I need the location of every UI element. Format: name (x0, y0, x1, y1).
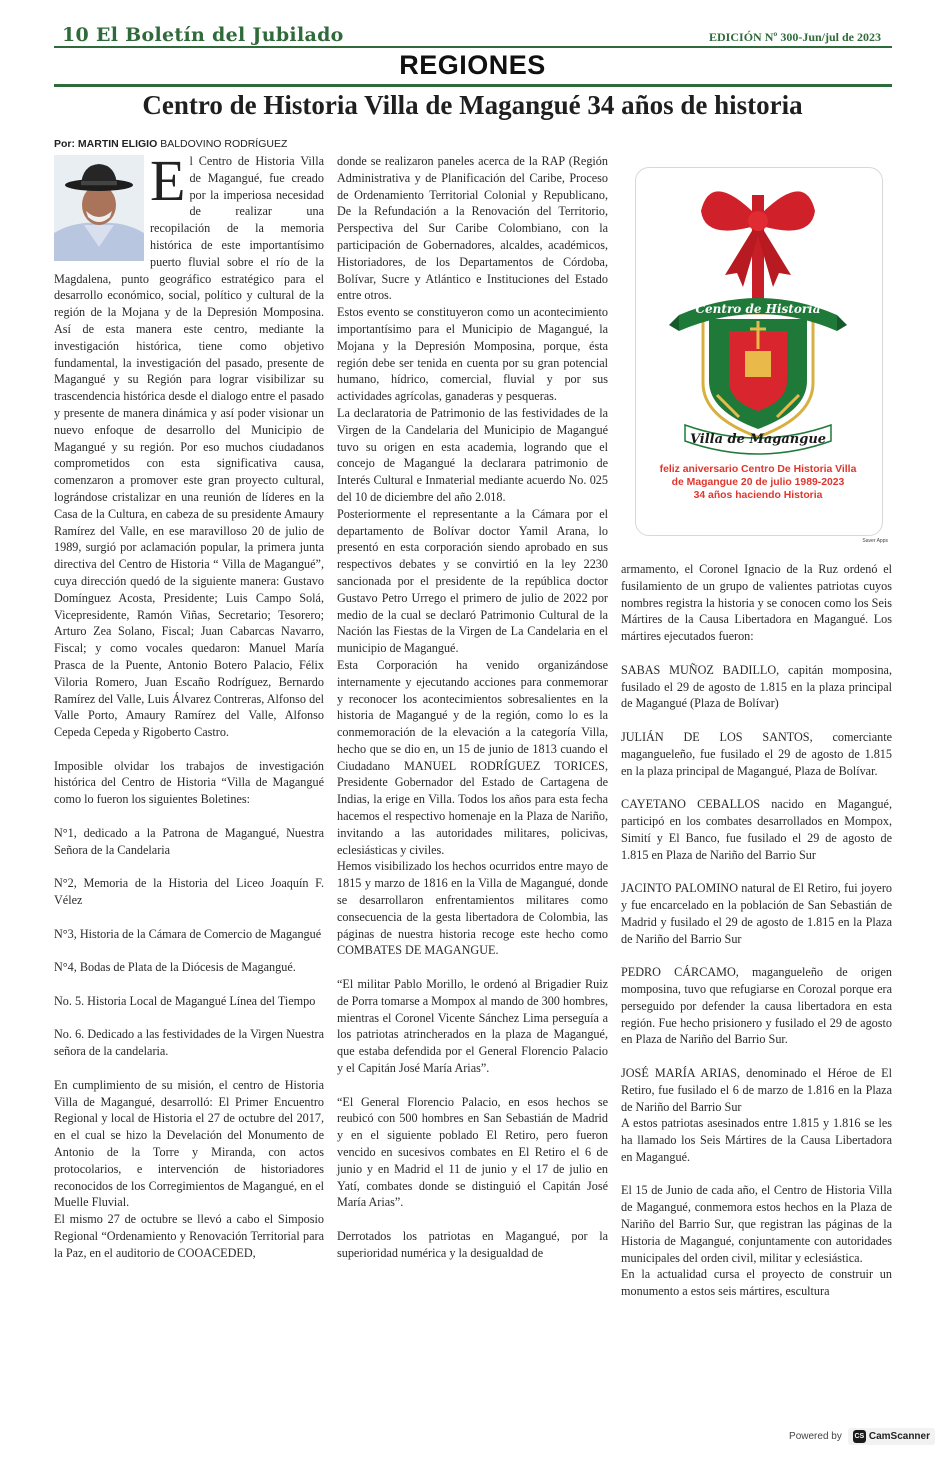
poster-line: 34 años haciendo Historia (693, 490, 823, 502)
paragraph: armamento, el Coronel Ignacio de la Ruz ordenó el fusilamiento de un grupo de valientes patriotas cuyos nombres registra la historia y se conocen como los Seis Mártires de la Causa Libertadora en Magangué. Los mártires ejecutados fueron: (621, 562, 892, 644)
quote-paragraph: “El General Florencio Palacio, en esos hechos se reubicó con 500 hombres en San Sebastián de Madrid y en el siguiente poblado El Retiro, pero fueron vencido en sucesivos combates en El Retiro el 6 de junio y en Madrid el 11 de junio y el 17 de julio en Yatí, combates donde se distinguió el Capitán José María Arias”. (337, 1094, 608, 1210)
paragraph: l Centro de Historia Villa de Magangué, fue creado por la imperiosa necesidad de realizar una recopilación de la memoria histórica de este importantísimo puerto fluvial sobre el río de la Magdalena, punto geográfico estratégico para el desarrollo económico, social, político y cultural de la región de la Mojana y de la Depresión Momposina. Así de esta manera este centro, mediante la investigación histórica, tiene como objetivo fundamental, la investigación del pasado, presente de Magangué y su Región para lograr visibilizar su trascendencia histórica desde el dialogo entre el pasado y presente de manera dinámica y así poder visionar un nuevo enfoque de desarrollo del Municipio de Magangué y su región. Por eso muchos ciudadanos comprometidos con esta significativa causa, comenzaron a promover este gran proyecto cultural, lográndose cristalizar en una reunión de líderes en la Casa de la Cultura, en cabeza de su presidente Amaury Ramírez del Valle, en ese maravilloso 20 de julio de 1989, surgió por aclamación popular, la primera junta directiva del Centro de Historia “ Villa de Magangué”, cuya dirección quedó de la siguiente manera: Gustavo Domínguez Acosta, Presidente; Luis Campo Solá, Vicepresidente, Ramón Viñas, Secretario; Tesorero; Arturo Zea Solano, Fiscal; Juan Cabarcas Navarro, Fiscal; y como vocales quedaron: Manuel María Prasca de la Puente, Antonio Botero Palacio, Félix Viloria Romero, Juan Escaño Rodríguez, Bernardo Ramírez del Valle, Luis Álvarez Contreras, Alfonso del Valle Porto, Amaury Ramírez del Valle, Alfonso Cepeda Cepeda y Rigoberto Castro. (54, 154, 324, 740)
powered-by-label: Powered by (789, 1431, 842, 1442)
paragraph: La declaratoria de Patrimonio de las festividades de la Virgen de la Candelaria del Municipio de Magangué tuvo su origen en esta academia, logrando que el concejo de Magangué la declarara patrimonio de Interés Cultural e Inmaterial mediante acuerdo No. 025 del 10 de diciembre del año 2.018. (337, 405, 608, 504)
camscanner-badge (848, 1428, 935, 1445)
paragraph: donde se realizaron paneles acerca de la RAP (Región Administrativa y de Planificación del Caribe, Proceso de Ordenamiento Territorial Colonial y Republicano, De la Refundación a la Renovación del Territorio, Perspectiva del Sur Caribe Colombiano, con la participación de Gobernadores, alcaldes, académicos, Historiadores, de los Departamentos de Córdoba, Bolívar, Sucre y Atlántico e Instituciones del Estado entre otros. (337, 154, 608, 303)
paragraph: Imposible olvidar los trabajos de investigación histórica del Centro de Historia “Villa de Magangué como lo fueron los siguientes Boletines: (54, 758, 324, 807)
paragraph: Posteriormente el representante a la Cámara por el departamento de Bolívar doctor Yamil Arana, lo presentó en esta corporación siendo aprobado en sus respectivos debates y se convirtió en la ley 2230 sancionada por el presidente de la república doctor Gustavo Petro Urrego el primero de julio de 2022 por medio de la cual se declaró Patrimonio Cultural de la Nación las Fiestas de la Virgen de La Candelaria en el municipio de Magangué. (337, 506, 608, 656)
shield-emblem (621, 155, 892, 455)
list-item: No. 5. Historia Local de Magangué Línea del Tiempo (54, 993, 316, 1008)
column-1 (54, 148, 324, 1262)
ribbon-text: Villa de Magangue (689, 432, 827, 447)
list-item: N°4, Bodas de Plata de la Diócesis de Magangué. (54, 960, 296, 975)
paragraph: A estos patriotas asesinados entre 1.815 y 1.816 se les ha llamado los Seis Mártires de la Causa Libertadora en Magangué. (621, 1116, 892, 1164)
list-item: No. 6. Dedicado a las festividades de la Virgen Nuestra señora de la candelaria. (54, 1027, 324, 1059)
column-3 (621, 561, 892, 1300)
poster-line: feliz aniversario Centro De Historia Villa (659, 464, 857, 475)
list-item: N°2, Memoria de la Historia del Liceo Joaquín F. Vélez (54, 876, 324, 908)
drop-cap: E (150, 148, 186, 213)
martyr-entry: PEDRO CÁRCAMO, magangueleño de origen momposina, tuvo que refugiarse en Corozal porque era perseguido por defender la causa libertadora en esta región. Fue hecho prisionero y fusilado el 29 de agosto en Plaza de Nariño del Barrio Sur. (621, 965, 892, 1047)
camscanner-label: CamScanner (868, 1431, 930, 1442)
section-title: REGIONES (399, 50, 546, 80)
martyr-entry: JULIÁN DE LOS SANTOS, comerciante magangueleño, fue fusilado el 29 de agosto de 1.815 en la plaza principal de Magangué, Plaza de Bolívar. (621, 729, 892, 778)
author-photo (54, 155, 144, 261)
byline-name-rest: BALDOVINO RODRÍGUEZ (160, 138, 288, 150)
paragraph: Hemos visibilizado los hechos ocurridos entre mayo de 1815 y marzo de 1816 en la Villa de Magangué, donde se desarrollaron enfrentamientos militares como consecuencia de la gesta libertadora de Colombia, las páginas de nuestra historia recoge este hecho como COMBATES DE MAGANGUE. (337, 859, 608, 958)
poster-watermark: Saver Apps (862, 538, 888, 544)
shield-icon (703, 313, 813, 437)
martyr-entry: CAYETANO CEBALLOS nacido en Magangué, participó en los combates desarrollados en Mompox, Simití y El Banco, fue fusilado el 29 de agosto de 1.815 en Plaza de Nariño del Barrio Sur (621, 797, 892, 862)
paragraph: Estos evento se constituyeron como un acontecimiento importantísimo para el Municipio de Magangué, la Mojana y la Depresión Momposina, porque, ésta región debe ser tenida en cuenta por su gran potencial humano, hídrico, comercial, fluvial y por sus actividades agrícolas, ganaderas y pesqueras. (337, 305, 608, 404)
paragraph: En cumplimiento de su misión, el centro de Historia Villa de Magangué, desarrolló: El Primer Encuentro Regional y local de Historia el 27 de octubre del 2017, en el cual se hizo la Develación del Monumento de Antonio de la Torre y Miranda, con actos protocolarios, e intervención de historiadores reconocidos de los Corregimientos de Magangué, en el Muelle Fluvial. (54, 1077, 324, 1210)
article-headline: Centro de Historia Villa de Magangué 34 años de historia (142, 90, 803, 120)
scanner-footer (789, 1428, 935, 1445)
header-rule (54, 46, 892, 48)
poster-line: de Magangue 20 de julio 1989-2023 (671, 477, 845, 489)
poster-caption (635, 463, 881, 503)
list-item: N°1, dedicado a la Patrona de Magangué, Nuestra Señora de la Candelaria (54, 825, 324, 857)
section-rule (54, 84, 892, 87)
red-bow-icon (701, 191, 815, 305)
list-item: N°3, Historia de la Cámara de Comercio de Magangué (54, 926, 322, 941)
byline-prefix: Por: (54, 138, 75, 150)
paragraph: El 15 de Junio de cada año, el Centro de Historia Villa de Magangué, conmemora estos hechos en la Plaza de Nariño del Barrio Sur, que registran las páginas de la Historia de Magangué, conjuntamente con autoridades municipales del orden civil, militar y eclesiástica. (621, 1183, 892, 1265)
anniversary-poster (621, 155, 892, 547)
banner-text: Centro de Historia (695, 302, 821, 316)
column-2 (337, 153, 608, 1262)
paragraph: Derrotados los patriotas en Magangué, por la superioridad numérica y la desigualdad de (337, 1229, 608, 1260)
paragraph: Esta Corporación ha venido organizándose internamente y ejecutando acciones para conmemorar y reconocer los acontecimientos sobresalientes en la historia de Magangué y de la región, como lo es la conmemoración de la elevación a la categoría Villa, hecho que se dio en, un 15 de junio de 1813 cuando el Ciudadano MANUEL RODRÍGUEZ TORICES, Presidente Gobernador del Estado de Cartagena de Indias, la erige en Villa. Todos los años para esta fecha hacemos el respectivo homenaje en la Plaza de Nariño, invitando a las autoridades militares, policivas, eclesiásticas y civiles. (337, 657, 608, 857)
martyr-entry: JOSÉ MARÍA ARIAS, denominado el Héroe de El Retiro, fue fusilado el 6 de marzo de 1.816 en la Plaza de Nariño del Barrio Sur (621, 1065, 892, 1114)
quote-paragraph: “El militar Pablo Morillo, le ordenó al Brigadier Ruiz de Porra tomarse a Mompox al mando de 300 hombres, mientras el Coronel Vicente Sánchez Lima perseguía a los patriotas atrincherados en la plaza de Magangué, que estaba defendida por el General Florencio Palacio y el Capitán José María Arias”. (337, 977, 608, 1076)
edition-label: EDICIÓN Nº 300-Jun/jul de 2023 (709, 30, 881, 44)
page-header-title: 10 El Boletín del Jubilado (62, 24, 344, 46)
martyr-entry: SABAS MUÑOZ BADILLO, capitán momposina, fusilado el 29 de agosto de 1.815 en la plaza principal de Magangué (Plaza de Bolívar) (621, 662, 892, 711)
camscanner-logo-icon: CS (853, 1430, 866, 1443)
paragraph: El mismo 27 de octubre se llevó a cabo el Simposio Regional “Ordenamiento y Renovación Territorial para la Paz, en el auditorio de COOACEDED, (54, 1212, 324, 1260)
paragraph: En la actualidad cursa el proyecto de construir un monumento a estos seis mártires, escultura (621, 1267, 892, 1299)
martyr-entry: JACINTO PALOMINO natural de El Retiro, fui joyero y fue encarcelado en la población de San Sebastián de Madrid y fusilado el 29 de agosto de 1.815 en la Plaza de Nariño del Barrio Sur (621, 881, 892, 946)
byline-name-bold: MARTIN ELIGIO (77, 138, 158, 150)
